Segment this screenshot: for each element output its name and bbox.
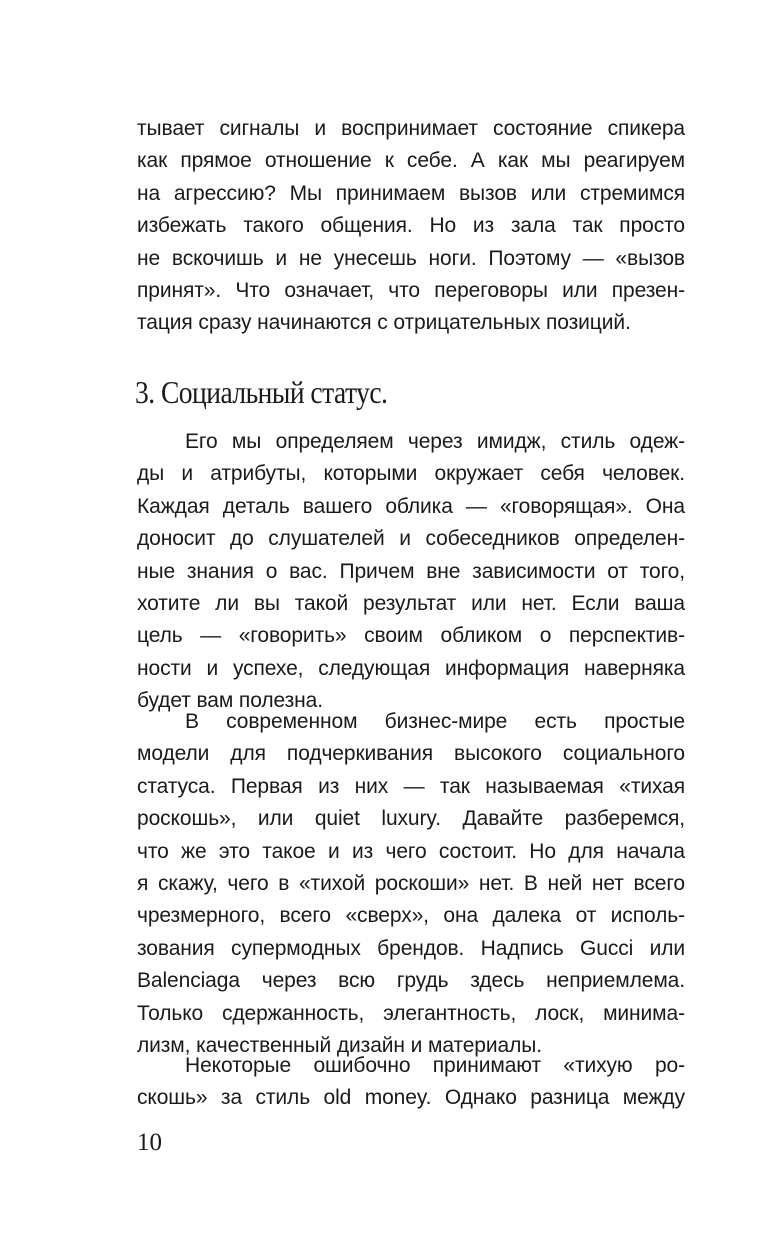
text-line: чрезмерного, всего «сверх», она далека от исполь- (137, 904, 685, 928)
text-line: Каждая деталь вашего облика — «говорящая». Она (137, 494, 685, 518)
text-line: ды и атрибуты, которыми окружает себя человек. (137, 462, 685, 486)
text-line: ные знания о вас. Причем вне зависимости от того, (137, 559, 685, 583)
text-line: зования супермодных брендов. Надпись Gucci или (137, 936, 685, 960)
text-line: ности и успехе, следующая информация наверняка (137, 656, 685, 680)
paragraph-image-attributes (137, 426, 685, 718)
section-heading: 3. Социальный статус. (135, 374, 388, 410)
text-line: тация сразу начинаются с отрицательных позиций. (137, 311, 631, 335)
text-line: тывает сигналы и воспринимает состояние спикера (137, 117, 685, 140)
text-line: на агрессию? Мы принимаем вызов или стремимся (137, 181, 685, 205)
text-line: хотите ли вы такой результат или нет. Если ваша (137, 592, 685, 616)
text-line: не вскочишь и не унесешь ноги. Поэтому — «вызов (137, 246, 685, 270)
text-line: доносит до слушателей и собеседников определен- (137, 527, 685, 551)
text-line: лизм, качественный дизайн и материалы. (137, 1034, 542, 1058)
page-number: 10 (137, 1129, 162, 1156)
text-line: избежать такого общения. Но из зала так просто (137, 214, 685, 238)
paragraph-old-money (137, 1050, 685, 1115)
text-line: Его мы определяем через имидж, стиль одеж- (185, 430, 685, 453)
paragraph-quiet-luxury (137, 706, 685, 1062)
text-line: цель — «говорить» своим обликом о перспектив- (137, 624, 685, 648)
text-line: Balenciaga через всю грудь здесь неприемлема. (137, 969, 685, 993)
text-line: как прямое отношение к себе. А как мы реагируем (137, 149, 685, 173)
text-line: скошь» за стиль old money. Однако разница между (137, 1086, 685, 1110)
text-line: Некоторые ошибочно принимают «тихую ро- (185, 1054, 685, 1077)
text-line: что же это такое и из чего состоит. Но для начала (137, 839, 685, 863)
text-line: роскошь», или quiet luxury. Давайте разберемся, (137, 807, 685, 831)
intro-paragraph (137, 113, 685, 340)
text-line: я скажу, чего в «тихой роскоши» нет. В ней нет всего (137, 872, 685, 896)
text-line: В современном бизнес-мире есть простые (185, 710, 685, 733)
text-line: Только сдержанность, элегантность, лоск, минима- (137, 1001, 685, 1025)
text-line: принят». Что означает, что переговоры или презен- (137, 279, 685, 303)
text-line: будет вам полезна. (137, 689, 323, 713)
text-line: модели для подчеркивания высокого социального (137, 742, 685, 766)
text-line: статуса. Первая из них — так называемая «тихая (137, 774, 685, 798)
